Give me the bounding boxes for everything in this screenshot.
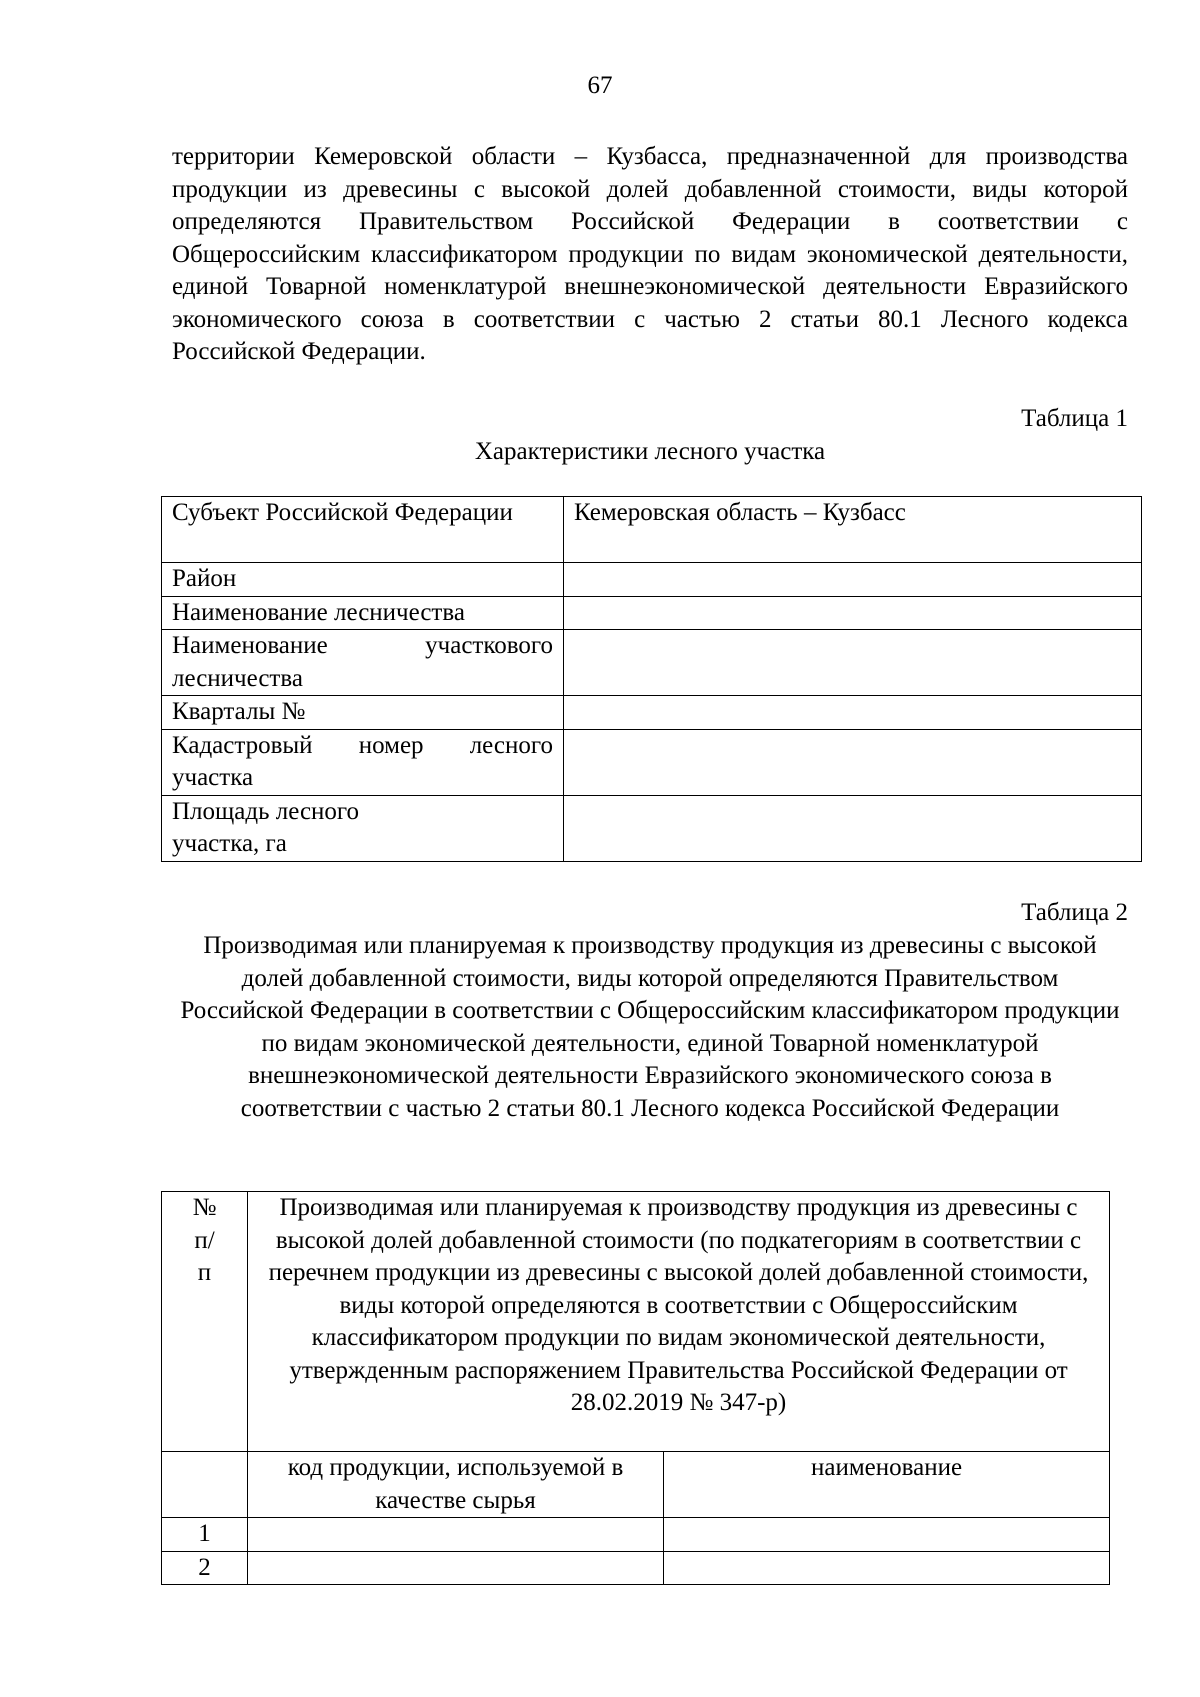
table-row xyxy=(162,1518,1110,1552)
table2-title: Производимая или планируемая к производству продукция из древесины с высокой долей добавленной стоимости, виды которой определяются Правительством Российской Федерации в соответствии с Общероссийским классификатором продукции по видам экономической деятельности, единой Товарной номенклатурой внешнеэкономической деятельности Евразийского экономического союза в соответствии с частью 2 статьи 80.1 Лесного кодекса Российской Федерации xyxy=(180,932,1120,1122)
table1-number: Таблица 1 xyxy=(1021,405,1128,432)
table-row xyxy=(162,630,1142,696)
table1-value xyxy=(564,729,1142,795)
table-row xyxy=(162,795,1142,861)
table1-value xyxy=(564,696,1142,730)
table2-header-main: Производимая или планируемая к производству продукция из древесины с высокой долей добавленной стоимости (по подкатегориям в соответствии с перечнем продукции из древесины с высокой долей добавленной стоимости, виды которой определяются в соответствии с Общероссийским классификатором продукции по видам экономической деятельности, утвержденным распоряжением Правительства Российской Федерации от 28.02.2019 № 347-р) xyxy=(248,1192,1110,1452)
table1-label: Наименование участкового лесничества xyxy=(162,630,564,696)
table2-header-row xyxy=(162,1192,1110,1452)
table1-value xyxy=(564,795,1142,861)
table1-label: Кадастровый номер лесного участка xyxy=(162,729,564,795)
table1-value: Кемеровская область – Кузбасс xyxy=(564,497,1142,563)
table-row xyxy=(162,497,1142,563)
table2-number: Таблица 2 xyxy=(1021,899,1128,926)
table2-subheader-name: наименование xyxy=(664,1452,1110,1518)
table2-subheader-code: код продукции, используемой в качестве сырья xyxy=(248,1452,664,1518)
intro-paragraph: территории Кемеровской области – Кузбасса, предназначенной для производства продукции из древесины с высокой долей добавленной стоимости, виды которой определяются Правительством Российской Федерации в соответствии с Общероссийским классификатором продукции по видам экономической деятельности, единой Товарной номенклатурой внешнеэкономической деятельности Евразийского экономического союза в соответствии с частью 2 статьи 80.1 Лесного кодекса Российской Федерации. xyxy=(172,143,1128,365)
table2-row-code xyxy=(248,1551,664,1585)
table2 xyxy=(161,1191,1110,1585)
table1-value xyxy=(564,596,1142,630)
table-row xyxy=(162,563,1142,597)
table1-label: Кварталы № xyxy=(162,696,564,730)
table1-label: Площадь лесного участка, га xyxy=(162,795,564,861)
table1-label: Наименование лесничества xyxy=(162,596,564,630)
table1-value xyxy=(564,563,1142,597)
table1-label: Субъект Российской Федерации xyxy=(162,497,564,563)
table1-value xyxy=(564,630,1142,696)
table2-row-name xyxy=(664,1551,1110,1585)
table2-subheader-row xyxy=(162,1452,1110,1518)
table1-title: Характеристики лесного участка xyxy=(474,438,826,465)
table2-row-num: 2 xyxy=(162,1551,248,1585)
table2-header-num: № п/п xyxy=(162,1192,248,1452)
table2-subheader-empty xyxy=(162,1452,248,1518)
table-row xyxy=(162,696,1142,730)
table2-row-num: 1 xyxy=(162,1518,248,1552)
table1-label: Район xyxy=(162,563,564,597)
table-row xyxy=(162,596,1142,630)
table-row xyxy=(162,1551,1110,1585)
page-number: 67 xyxy=(587,72,613,99)
table1 xyxy=(161,496,1142,862)
table2-row-name xyxy=(664,1518,1110,1552)
table-row xyxy=(162,729,1142,795)
table2-row-code xyxy=(248,1518,664,1552)
